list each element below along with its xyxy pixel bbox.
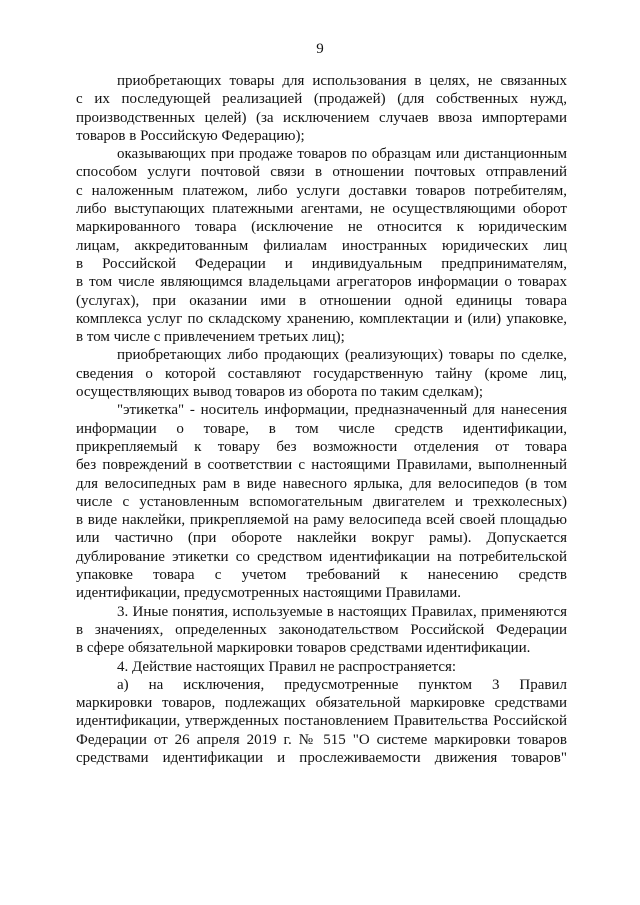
text-line: с наложенным платежом, либо услуги доставки товаров потребителям, bbox=[76, 182, 567, 199]
paragraph bbox=[76, 401, 567, 602]
text-line: числе с установленным вспомогательным двигателем и трехколесных) bbox=[76, 493, 567, 510]
text-line: в том числе с привлечением третьих лиц); bbox=[76, 329, 345, 346]
paragraph bbox=[76, 145, 567, 346]
text-line: в сфере обязательной маркировки товаров средствами идентификации. bbox=[76, 640, 531, 657]
paragraph bbox=[76, 603, 567, 658]
page-number: 9 bbox=[316, 41, 324, 57]
text-line: либо выступающих платежными агентами, не осуществляющими оборот bbox=[76, 201, 567, 218]
text-line: Федерации от 26 апреля 2019 г. № 515 "О системе маркировки товаров bbox=[76, 731, 567, 748]
document-body bbox=[76, 72, 567, 767]
text-line: в значениях, определенных законодательством Российской Федерации bbox=[76, 621, 567, 638]
text-line: приобретающих товары для использования в целях, не связанных bbox=[117, 73, 567, 89]
text-line: а) на исключения, предусмотренные пунктом 3 Правил bbox=[117, 676, 567, 693]
text-line: оказывающих при продаже товаров по образцам или дистанционным bbox=[117, 146, 567, 163]
text-line: лицам, аккредитованным филиалам иностранных юридических лиц bbox=[76, 237, 567, 254]
paragraph bbox=[76, 346, 567, 401]
text-line: приобретающих либо продающих (реализующих) товары по сделке, bbox=[117, 347, 567, 364]
text-line: в том числе являющимся владельцами агрегаторов информации о товарах bbox=[76, 274, 567, 291]
text-line: прикрепляемый к товару без возможности отделения от товара bbox=[76, 438, 567, 455]
text-line: идентификации, предусмотренных настоящими Правилами. bbox=[76, 585, 461, 602]
text-line: без повреждений в соответствии с настоящими Правилами, выполненный bbox=[76, 457, 567, 474]
text-line: идентификации, утвержденных постановлением Правительства Российской bbox=[76, 713, 567, 730]
text-line: упаковке товара с учетом требований к нанесению средств bbox=[76, 567, 567, 584]
paragraph bbox=[76, 72, 567, 145]
text-line: "этикетка" - носитель информации, предназначенный для нанесения bbox=[117, 402, 567, 419]
text-line: с их последующей реализацией (продажей) (для собственных нужд, bbox=[76, 91, 567, 108]
paragraph bbox=[76, 658, 567, 676]
text-line: комплекса услуг по складскому хранению, комплектации и (или) упаковке, bbox=[76, 310, 567, 327]
text-line: способом услуги почтовой связи в отношении почтовых отправлений bbox=[76, 164, 567, 181]
text-line: маркировки товаров, подлежащих обязательной маркировке средствами bbox=[76, 695, 567, 712]
text-line: товаров в Российскую Федерацию); bbox=[76, 127, 305, 144]
text-line: дублирование этикетки со средством идентификации на потребительской bbox=[76, 548, 567, 565]
text-line: 3. Иные понятия, используемые в настоящих Правилах, применяются bbox=[117, 603, 567, 620]
text-line: производственных целей) (за исключением случаев ввоза импортерами bbox=[76, 109, 567, 126]
text-line: или частично (при обороте наклейки вокруг рамы). Допускается bbox=[76, 530, 567, 547]
text-line: для велосипедных рам в виде навесного ярлыка, для велосипедов (в том bbox=[76, 475, 567, 492]
text-line: информации о товаре, в том числе средств идентификации, bbox=[76, 420, 567, 437]
paragraph bbox=[76, 676, 567, 767]
text-line: средствами идентификации и прослеживаемости движения товаров" bbox=[76, 749, 567, 766]
text-line: сведения о которой составляют государственную тайну (кроме лиц, bbox=[76, 365, 567, 382]
text-line: (услугах), при оказании ими в отношении одной единицы товара bbox=[76, 292, 567, 309]
text-line: маркированного товара (исключение не относится к юридическим bbox=[76, 219, 567, 236]
text-line: в Российской Федерации и индивидуальным предпринимателям, bbox=[76, 255, 567, 272]
text-line: осуществляющих вывод товаров из оборота по таким сделкам); bbox=[76, 384, 484, 401]
text-line: в виде наклейки, прикрепляемой на раму велосипеда всей своей площадью bbox=[76, 512, 567, 529]
text-line: 4. Действие настоящих Правил не распространяется: bbox=[117, 658, 457, 675]
